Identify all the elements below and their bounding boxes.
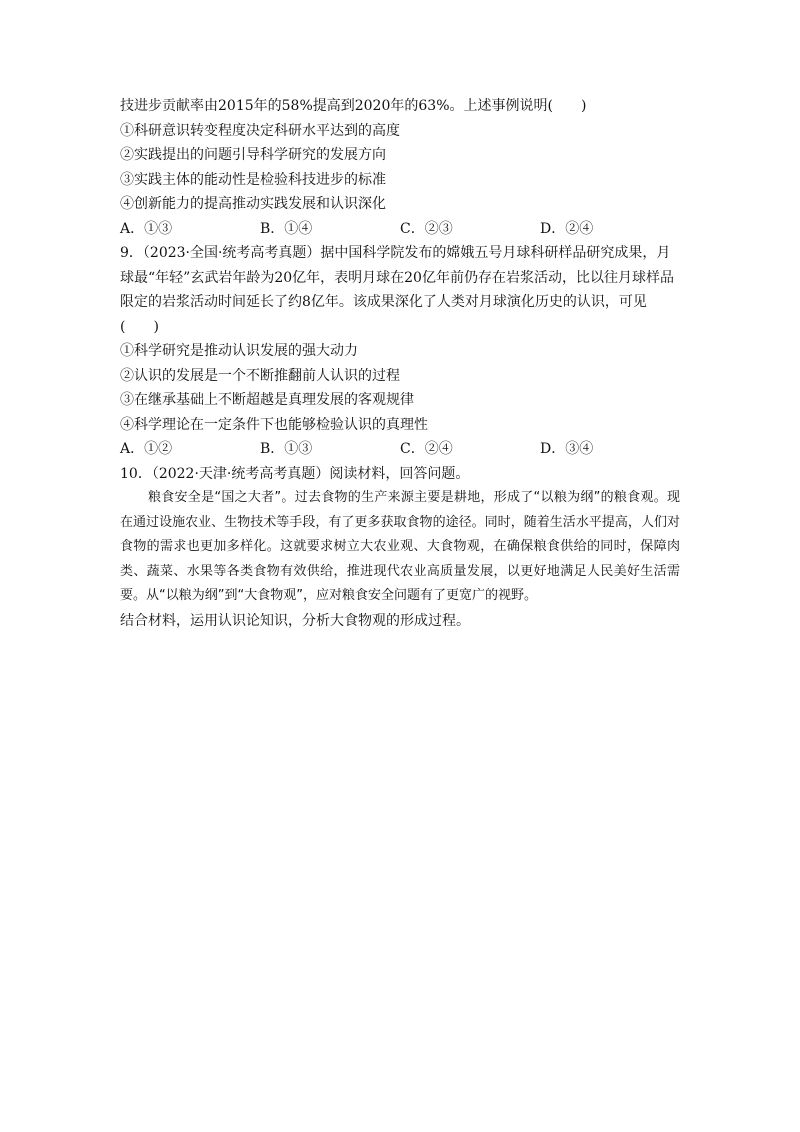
q8-statement-4: ④创新能力的提高推动实践发展和认识深化: [120, 196, 386, 212]
q9-option-d: D．③④: [540, 441, 594, 457]
q8-options: [120, 217, 680, 242]
q9-statement-2: ②认识的发展是一个不断推翻前人认识的过程: [120, 367, 400, 384]
q8-option-d: D．②④: [540, 220, 594, 237]
q9-statement-3: ③在继承基础上不断超越是真理发展的客观规律: [120, 392, 414, 408]
q10-stem: 10．（2022·天津·统考高考真题）阅读材料，回答问题。: [120, 465, 470, 482]
q9-options: [120, 437, 680, 462]
q8-option-a: A．①③: [120, 220, 173, 237]
q9-option-a: A．①②: [120, 441, 173, 457]
q8-statement-1: ①科研意识转变程度决定科研水平达到的高度: [120, 122, 400, 139]
q9-statement-4: ④科学理论在一定条件下也能够检验认识的真理性: [120, 416, 428, 433]
q10-material: 粮食安全是“国之大者”。过去食物的生产来源主要是耕地，形成了“以粮为纲”的粮食观。现在通过设施农业、生物技术等手段，有了更多获取食物的途径。同时，随着生活水平提高，人们对食物的需求也更加多样化。这就要求树立大农业观、大食物观，在确保粮食供给的同时，保障肉类、蔬菜、水果等各类食物有效供给，推进现代农业高质量发展，以更好地满足人民美好生活需要。从“以粮为纲”到“大食物观”，应对粮食安全问题有了更宽广的视野。: [120, 490, 680, 603]
q8-stem-tail: 技进步贡献率由2015年的58%提高到2020年的63%。上述事例说明( ): [120, 98, 587, 114]
q8-option-c: C．②③: [400, 220, 453, 237]
q9-statement-1: ①科学研究是推动认识发展的强大动力: [120, 343, 358, 359]
q9-option-c: C．②④: [400, 441, 453, 457]
q9-stem: 9．（2023·全国·统考高考真题）据中国科学院发布的嫦娥五号月球科研样品研究成果，月球最“年轻”玄武岩年龄为20亿年，表明月球在20亿年前仍存在岩浆活动，比以往月球样品限定的岩浆活动时间延长了约8亿年。该成果深化了人类对月球演化历史的认识，可见( ): [120, 245, 674, 335]
q8-statement-3: ③实践主体的能动性是检验科技进步的标准: [120, 171, 386, 188]
q8-statement-2: ②实践提出的问题引导科学研究的发展方向: [120, 147, 386, 163]
q9-option-b: B．①③: [260, 441, 313, 457]
document-page: [120, 94, 680, 633]
q10-question: 结合材料，运用认识论知识，分析大食物观的形成过程。: [120, 612, 470, 629]
q8-option-b: B．①④: [260, 220, 313, 237]
